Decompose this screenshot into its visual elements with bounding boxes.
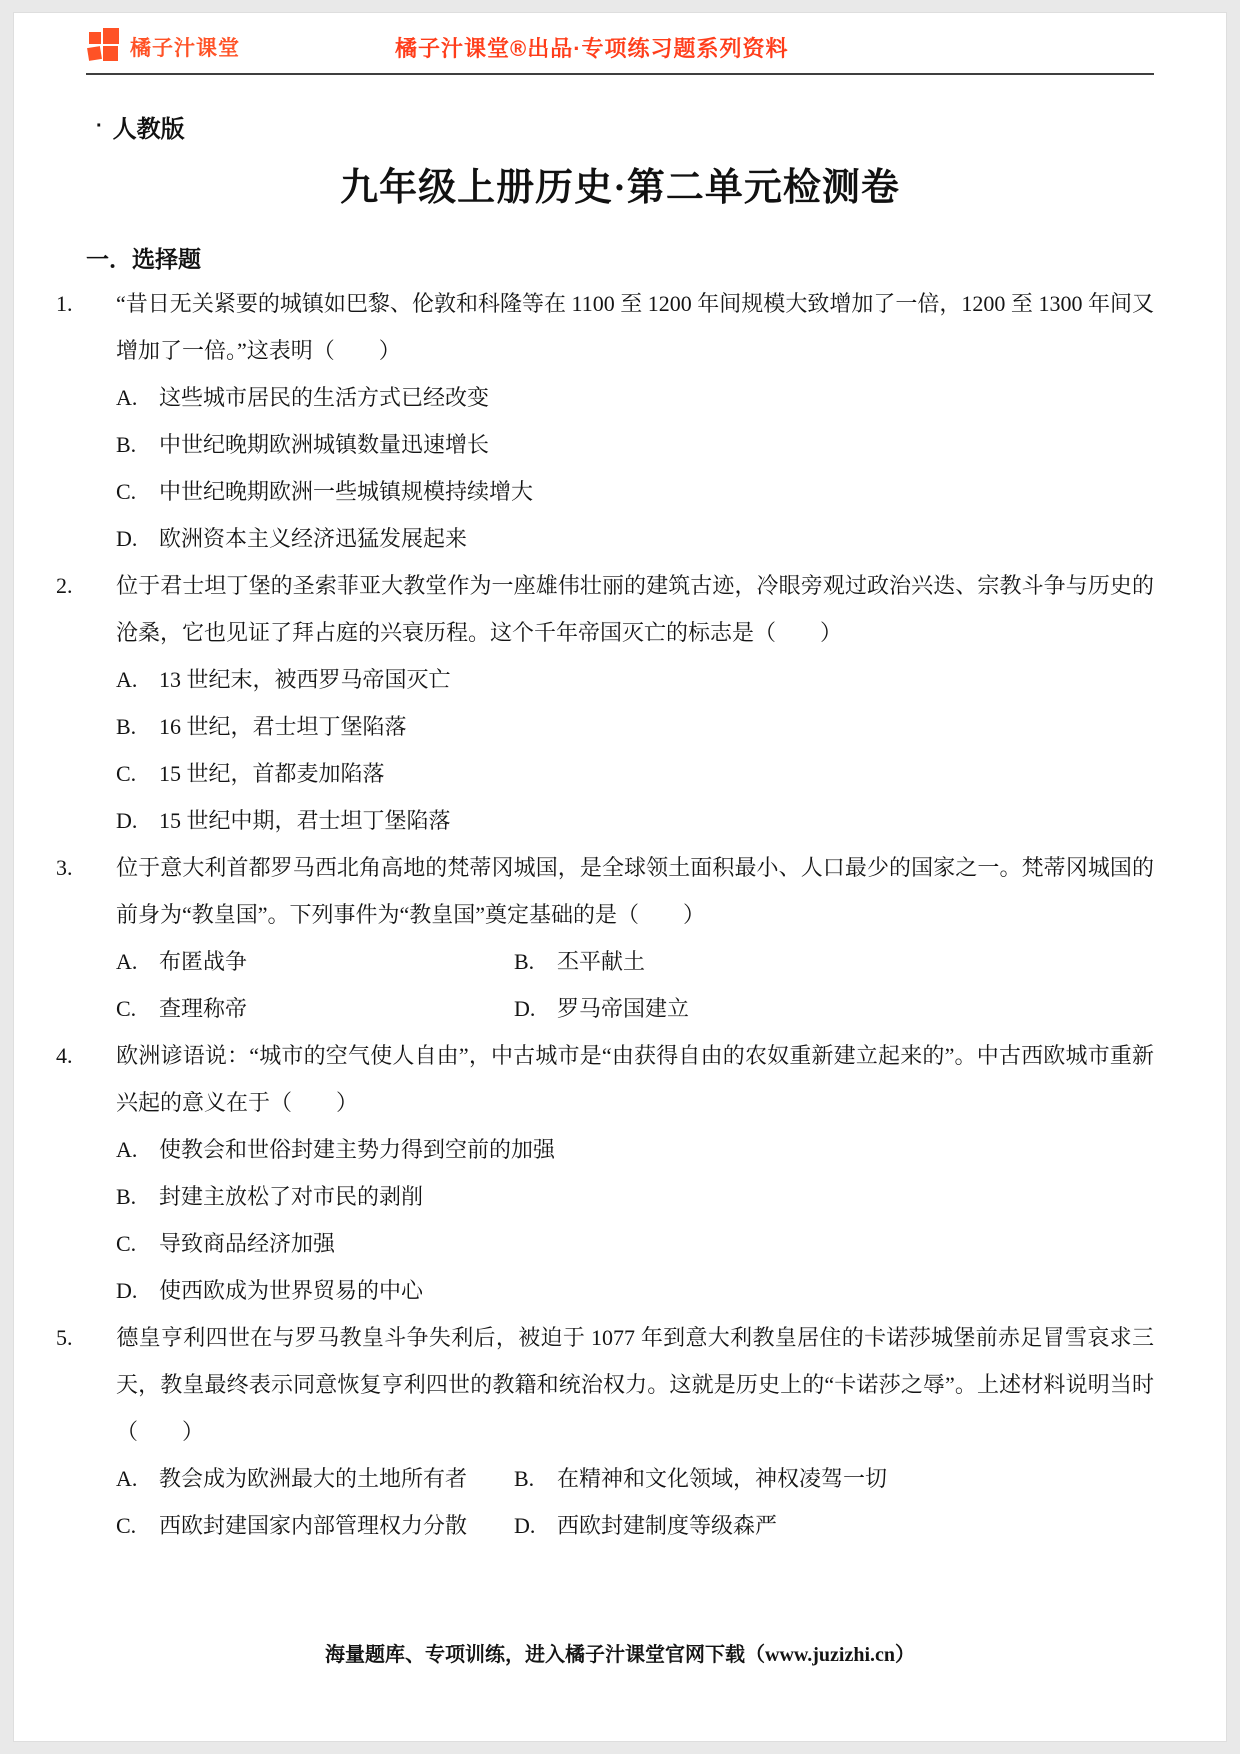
question-block bbox=[56, 1032, 1154, 1314]
option-text: 在精神和文化领域，神权凌驾一切 bbox=[557, 1466, 888, 1491]
option-text: 这些城市居民的生活方式已经改变 bbox=[159, 385, 490, 410]
edition-text: 人教版 bbox=[112, 116, 185, 143]
question-text: 位于君士坦丁堡的圣索菲亚大教堂作为一座雄伟壮丽的建筑古迹，冷眼旁观过政治兴迭、宗教斗争与历史的沧桑，它也见证了拜占庭的兴衰历程。这个千年帝国灭亡的标志是（ ） bbox=[116, 573, 1154, 645]
question-text: “昔日无关紧要的城镇如巴黎、伦敦和科隆等在 1100 至 1200 年间规模大致增加了一倍，1200 至 1300 年间又增加了一倍。”这表明（ ） bbox=[116, 291, 1154, 363]
option bbox=[116, 797, 1154, 844]
question-stem bbox=[56, 1032, 1154, 1126]
option-letter: D. bbox=[116, 808, 138, 833]
question-stem bbox=[56, 844, 1154, 938]
options-list bbox=[86, 1455, 1154, 1549]
option bbox=[116, 515, 1154, 562]
option bbox=[116, 1126, 1154, 1173]
option bbox=[116, 703, 1154, 750]
option-letter: B. bbox=[116, 1184, 137, 1209]
option bbox=[116, 656, 1154, 703]
option bbox=[514, 985, 1154, 1032]
option bbox=[116, 1220, 1154, 1267]
option bbox=[116, 1502, 514, 1549]
question-text: 欧洲谚语说：“城市的空气使人自由”，中古城市是“由获得自由的农奴重新建立起来的”。中古西欧城市重新兴起的意义在于（ ） bbox=[116, 1043, 1154, 1115]
option-text: 15 世纪中期，君士坦丁堡陷落 bbox=[159, 808, 451, 833]
options-list bbox=[86, 374, 1154, 562]
option-letter: C. bbox=[116, 996, 137, 1021]
option-text: 中世纪晚期欧洲一些城镇规模持续增大 bbox=[159, 479, 534, 504]
orange-squares-logo-icon bbox=[86, 27, 122, 68]
bullet-icon: · bbox=[96, 115, 103, 137]
option-letter: C. bbox=[116, 479, 137, 504]
option-text: 封建主放松了对市民的剥削 bbox=[159, 1184, 424, 1209]
option-letter: B. bbox=[116, 432, 137, 457]
option-text: 使教会和世俗封建主势力得到空前的加强 bbox=[159, 1137, 556, 1162]
question-number: 3. bbox=[56, 855, 73, 880]
option-text: 使西欧成为世界贸易的中心 bbox=[159, 1278, 424, 1303]
option bbox=[116, 750, 1154, 797]
option bbox=[514, 938, 1154, 985]
option bbox=[116, 468, 1154, 515]
edition-label bbox=[86, 109, 1154, 144]
header-tagline: 橘子汁课堂®出品·专项练习题系列资料 bbox=[395, 35, 789, 61]
brand-logo-text: 橘子汁课堂 bbox=[130, 37, 240, 60]
question-stem bbox=[56, 1314, 1154, 1455]
questions-list bbox=[56, 280, 1154, 1549]
question-number: 4. bbox=[56, 1043, 73, 1068]
question-stem bbox=[56, 280, 1154, 374]
option bbox=[116, 1267, 1154, 1314]
question-block bbox=[56, 562, 1154, 844]
option-text: 教会成为欧洲最大的土地所有者 bbox=[159, 1466, 468, 1491]
option bbox=[116, 1455, 514, 1502]
option-text: 布匿战争 bbox=[159, 949, 248, 974]
option bbox=[116, 1173, 1154, 1220]
option-letter: A. bbox=[116, 1466, 138, 1491]
question-number: 1. bbox=[56, 291, 73, 316]
question-block bbox=[56, 844, 1154, 1032]
options-list bbox=[86, 1126, 1154, 1314]
question-text: 德皇亨利四世在与罗马教皇斗争失利后，被迫于 1077 年到意大利教皇居住的卡诺莎城堡前赤足冒雪哀求三天，教皇最终表示同意恢复亨利四世的教籍和统治权力。这就是历史上的“卡诺莎之辱”。上述材料说明当时（ ） bbox=[116, 1325, 1154, 1444]
option-text: 欧洲资本主义经济迅猛发展起来 bbox=[159, 526, 468, 551]
option-text: 西欧封建国家内部管理权力分散 bbox=[159, 1513, 468, 1538]
option-text: 中世纪晚期欧洲城镇数量迅速增长 bbox=[159, 432, 490, 457]
option-letter: A. bbox=[116, 667, 138, 692]
option-letter: D. bbox=[514, 996, 536, 1021]
page-footer: 海量题库、专项训练，进入橘子汁课堂官网下载（www.juzizhi.cn） bbox=[325, 1644, 915, 1666]
option-letter: B. bbox=[116, 714, 137, 739]
option bbox=[116, 421, 1154, 468]
option bbox=[514, 1455, 1154, 1502]
option-text: 15 世纪，首都麦加陷落 bbox=[159, 761, 385, 786]
option-letter: A. bbox=[116, 1137, 138, 1162]
option-letter: C. bbox=[116, 1231, 137, 1256]
option-text: 西欧封建制度等级森严 bbox=[557, 1513, 778, 1538]
exam-paper-page bbox=[13, 12, 1227, 1742]
option-letter: C. bbox=[116, 1513, 137, 1538]
question-number: 2. bbox=[56, 573, 73, 598]
option-text: 丕平献土 bbox=[557, 949, 646, 974]
option-letter: D. bbox=[514, 1513, 536, 1538]
question-stem bbox=[56, 562, 1154, 656]
option-letter: D. bbox=[116, 526, 138, 551]
option-text: 16 世纪，君士坦丁堡陷落 bbox=[159, 714, 407, 739]
brand-logo bbox=[86, 27, 240, 68]
section-heading: 一．选择题 bbox=[86, 247, 201, 272]
option-letter: C. bbox=[116, 761, 137, 786]
options-list bbox=[86, 938, 1154, 1032]
option-text: 查理称帝 bbox=[159, 996, 248, 1021]
question-block bbox=[56, 1314, 1154, 1549]
page-title: 九年级上册历史·第二单元检测卷 bbox=[340, 167, 900, 209]
question-number: 5. bbox=[56, 1325, 73, 1350]
option-letter: A. bbox=[116, 949, 138, 974]
option-text: 13 世纪末，被西罗马帝国灭亡 bbox=[159, 667, 451, 692]
option-letter: B. bbox=[514, 1466, 535, 1491]
option bbox=[116, 374, 1154, 421]
question-text: 位于意大利首都罗马西北角高地的梵蒂冈城国，是全球领土面积最小、人口最少的国家之一。梵蒂冈城国的前身为“教皇国”。下列事件为“教皇国”奠定基础的是（ ） bbox=[116, 855, 1154, 927]
option bbox=[116, 938, 514, 985]
options-list bbox=[86, 656, 1154, 844]
option-letter: A. bbox=[116, 385, 138, 410]
option bbox=[116, 985, 514, 1032]
option bbox=[514, 1502, 1154, 1549]
page-header bbox=[86, 13, 1154, 75]
option-letter: B. bbox=[514, 949, 535, 974]
option-text: 导致商品经济加强 bbox=[159, 1231, 336, 1256]
option-letter: D. bbox=[116, 1278, 138, 1303]
question-block bbox=[56, 280, 1154, 562]
option-text: 罗马帝国建立 bbox=[557, 996, 690, 1021]
